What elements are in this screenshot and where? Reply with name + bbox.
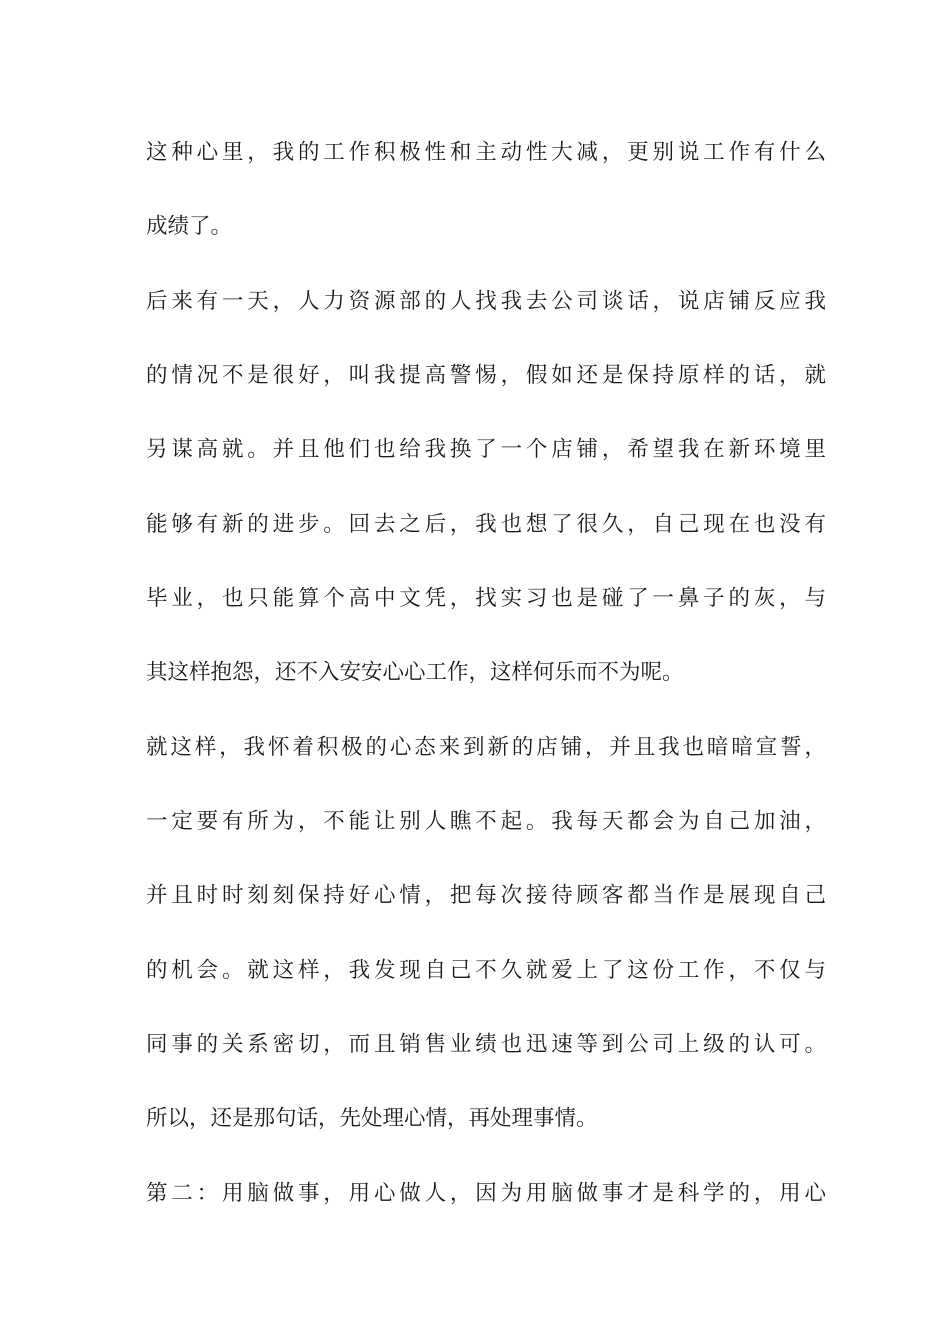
text-line: 一定要有所为，不能让别人瞧不起。我每天都会为自己加油， (146, 809, 826, 834)
text-line: 后来有一天，人力资源部的人找我去公司谈话，说店铺反应我 (146, 289, 826, 314)
text-line: 所以，还是那句话，先处理心情，再处理事情。 (146, 1106, 598, 1131)
text-line: 第二：用脑做事，用心做人，因为用脑做事才是科学的，用心 (146, 1181, 826, 1206)
text-line: 能够有新的进步。回去之后，我也想了很久，自己现在也没有 (146, 512, 826, 537)
text-line: 另谋高就。并且他们也给我换了一个店铺，希望我在新环境里 (146, 437, 826, 462)
text-line: 的机会。就这样，我发现自己不久就爱上了这份工作，不仅与 (146, 958, 826, 983)
text-line: 的情况不是很好，叫我提高警惕，假如还是保持原样的话，就 (146, 363, 826, 388)
text-line: 成绩了。 (146, 214, 233, 239)
text-line: 其这样抱怨，还不入安安心心工作，这样何乐而不为呢。 (146, 660, 684, 685)
text-line: 就这样，我怀着积极的心态来到新的店铺，并且我也暗暗宣誓， (146, 735, 826, 760)
text-line: 这种心里，我的工作积极性和主动性大减，更别说工作有什么 (146, 140, 826, 165)
text-line: 同事的关系密切，而且销售业绩也迅速等到公司上级的认可。 (146, 1032, 826, 1057)
text-line: 毕业，也只能算个高中文凭，找实习也是碰了一鼻子的灰，与 (146, 586, 826, 611)
text-line: 并且时时刻刻保持好心情，把每次接待顾客都当作是展现自己 (146, 883, 826, 908)
